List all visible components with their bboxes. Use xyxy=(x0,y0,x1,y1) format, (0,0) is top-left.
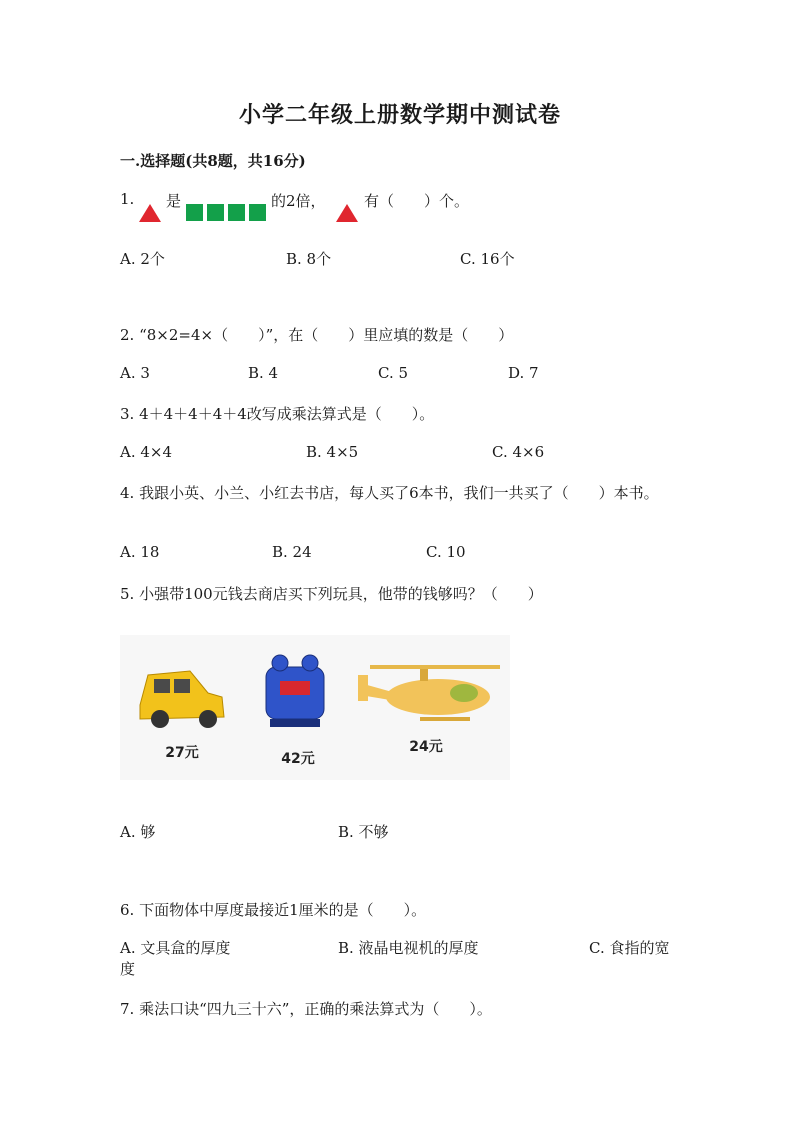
green-square-icon xyxy=(207,204,224,221)
q3-text: 3. 4＋4＋4＋4＋4改写成乘法算式是（ ）。 xyxy=(120,405,435,423)
q1-text-has: 有（ ）个。 xyxy=(364,192,470,210)
helicopter-price: 24元 xyxy=(409,739,443,755)
q2-option-a[interactable]: A. 3 xyxy=(120,364,150,382)
q1-text-double: 的2倍， xyxy=(271,192,326,210)
q6-text: 6. 下面物体中厚度最接近1厘米的是（ ）。 xyxy=(120,901,427,919)
q1-number: 1. xyxy=(120,190,135,208)
q5-text: 5. 小强带100元钱去商店买下列玩具，他带的钱够吗？（ ） xyxy=(120,585,543,603)
q4-option-a[interactable]: A. 18 xyxy=(120,543,160,561)
q5-option-a[interactable]: A. 够 xyxy=(120,823,156,841)
robot-price: 42元 xyxy=(281,751,315,767)
q7-text: 7. 乘法口诀“四九三十六”，正确的乘法算式为（ ）。 xyxy=(120,1000,492,1018)
q4-option-b[interactable]: B. 24 xyxy=(272,543,312,561)
section-heading: 一.选择题(共8题，共16分) xyxy=(120,152,306,170)
q1-option-b[interactable]: B. 8个 xyxy=(286,250,332,268)
q2-option-b[interactable]: B. 4 xyxy=(248,364,279,382)
green-square-icon xyxy=(249,204,266,221)
q2-text: 2. “8×2=4×（ ）”，在（ ）里应填的数是（ ） xyxy=(120,326,514,344)
q1-option-a[interactable]: A. 2个 xyxy=(120,250,165,268)
red-triangle-icon xyxy=(336,204,358,222)
q6-option-a[interactable]: A. 文具盒的厚度 xyxy=(120,939,231,957)
q2-option-c[interactable]: C. 5 xyxy=(378,364,409,382)
green-square-icon xyxy=(228,204,245,221)
q4-option-c[interactable]: C. 10 xyxy=(426,543,466,561)
q3-option-a[interactable]: A. 4×4 xyxy=(120,443,173,461)
car-price: 27元 xyxy=(165,745,199,761)
q3-option-b[interactable]: B. 4×5 xyxy=(306,443,359,461)
green-square-icon xyxy=(186,204,203,221)
red-triangle-icon xyxy=(139,204,161,222)
q2-option-d[interactable]: D. 7 xyxy=(508,364,539,382)
toys-illustration xyxy=(120,635,510,780)
q5-option-b[interactable]: B. 不够 xyxy=(338,823,389,841)
page-title: 小学二年级上册数学期中测试卷 xyxy=(238,102,561,128)
q6-option-c-wrap: 度 xyxy=(120,960,136,978)
q6-option-b[interactable]: B. 液晶电视机的厚度 xyxy=(338,939,479,957)
q1-option-c[interactable]: C. 16个 xyxy=(460,250,515,268)
q1-text-is: 是 xyxy=(166,192,182,210)
q6-option-c[interactable]: C. 食指的宽 xyxy=(589,939,670,957)
q4-text: 4. 我跟小英、小兰、小红去书店，每人买了6本书，我们一共买了（ ）本书。 xyxy=(120,484,659,502)
q3-option-c[interactable]: C. 4×6 xyxy=(492,443,545,461)
